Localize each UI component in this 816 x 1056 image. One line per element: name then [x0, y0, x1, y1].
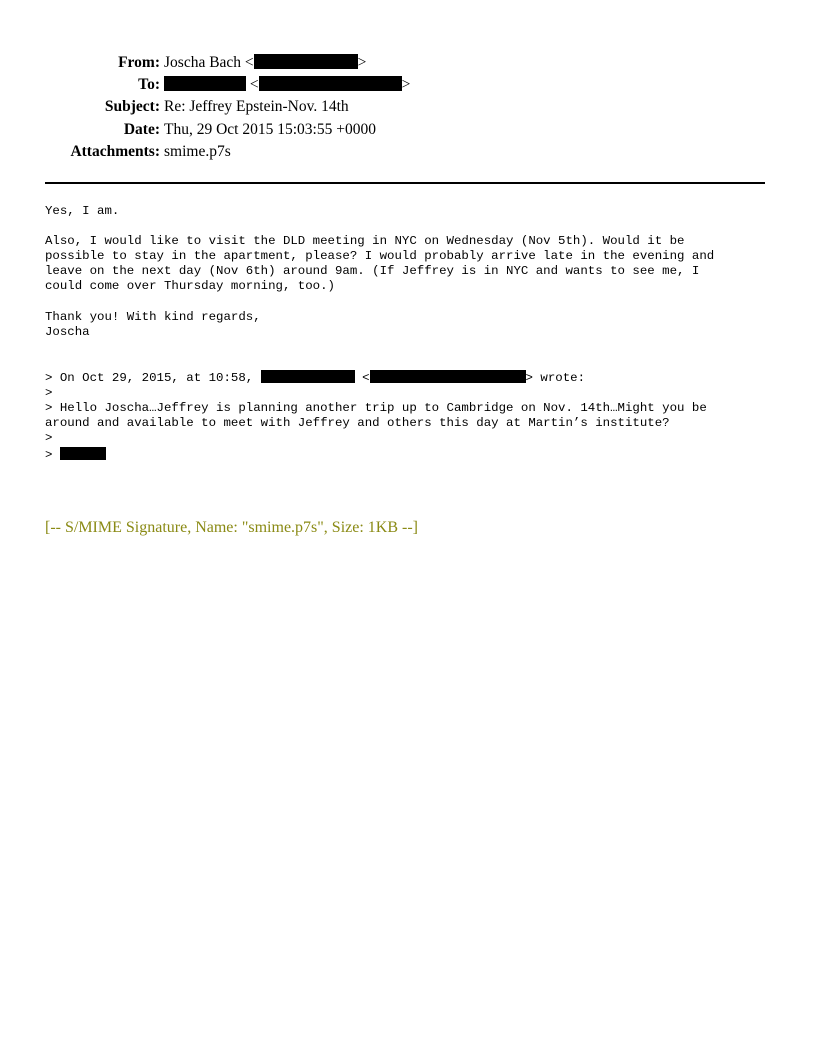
quote-intro-mid: < — [354, 371, 370, 386]
blank-line — [45, 340, 770, 355]
quote-sign-line — [45, 447, 770, 463]
email-header — [0, 52, 816, 163]
attachments-row — [0, 141, 816, 163]
body-line: possible to stay in the apartment, please? I would probably arrive late in the evening and — [45, 249, 715, 264]
body-line: Yes, I am. — [45, 204, 120, 218]
redaction-box — [60, 447, 106, 460]
from-value — [164, 52, 366, 74]
from-row — [0, 52, 816, 74]
to-label: To: — [138, 76, 160, 94]
redaction-box — [259, 76, 402, 91]
from-label: From: — [118, 54, 160, 71]
quote-intro-end: > wrote: — [525, 371, 586, 386]
header-divider — [45, 182, 765, 184]
subject-value: Re: Jeffrey Epstein-Nov. 14th — [164, 98, 349, 116]
blank-line — [45, 219, 770, 234]
from-name: Joscha Bach < — [164, 54, 254, 71]
to-close: > — [401, 76, 411, 94]
body-line: leave on the next day (Nov 6th) around 9am. (If Jeffrey is in NYC and wants to see me, I — [45, 264, 700, 279]
smime-signature-note: [-- S/MIME Signature, Name: "smime.p7s", Size: 1KB --] — [45, 519, 419, 536]
body-line: Thank you! With kind regards, — [45, 309, 261, 324]
body-line: could come over Thursday morning, too.) — [45, 279, 335, 294]
attachments-label: Attachments: — [70, 142, 160, 160]
subject-row — [0, 96, 816, 118]
to-row — [0, 74, 816, 96]
quote-intro-line — [45, 370, 770, 386]
redaction-box — [370, 370, 526, 383]
to-value — [164, 74, 410, 96]
quote-line: > Hello Joscha…Jeffrey is planning another trip up to Cambridge on Nov. 14th…Might you be — [45, 401, 707, 416]
attachments-value: smime.p7s — [164, 142, 231, 160]
quote-sign-prefix: > — [45, 447, 60, 462]
quote-line: around and available to meet with Jeffrey and others this day at Martin’s institute? — [45, 416, 670, 431]
quote-line: > — [45, 431, 53, 446]
to-mid: < — [246, 76, 259, 94]
date-row — [0, 119, 816, 141]
date-label: Date: — [123, 120, 160, 138]
date-value: Thu, 29 Oct 2015 15:03:55 +0000 — [164, 120, 376, 138]
quote-line: > — [45, 386, 53, 401]
redaction-box — [164, 76, 246, 91]
from-close: > — [357, 54, 367, 71]
blank-line — [45, 355, 770, 370]
redaction-box — [254, 54, 358, 69]
body-line: Also, I would like to visit the DLD meeting in NYC on Wednesday (Nov 5th). Would it be — [45, 234, 685, 249]
quote-intro-text: > On Oct 29, 2015, at 10:58, — [45, 371, 261, 386]
subject-label: Subject: — [104, 98, 160, 116]
email-body — [45, 204, 770, 463]
redaction-box — [261, 370, 355, 383]
blank-line — [45, 295, 770, 310]
body-line: Joscha — [45, 324, 90, 339]
